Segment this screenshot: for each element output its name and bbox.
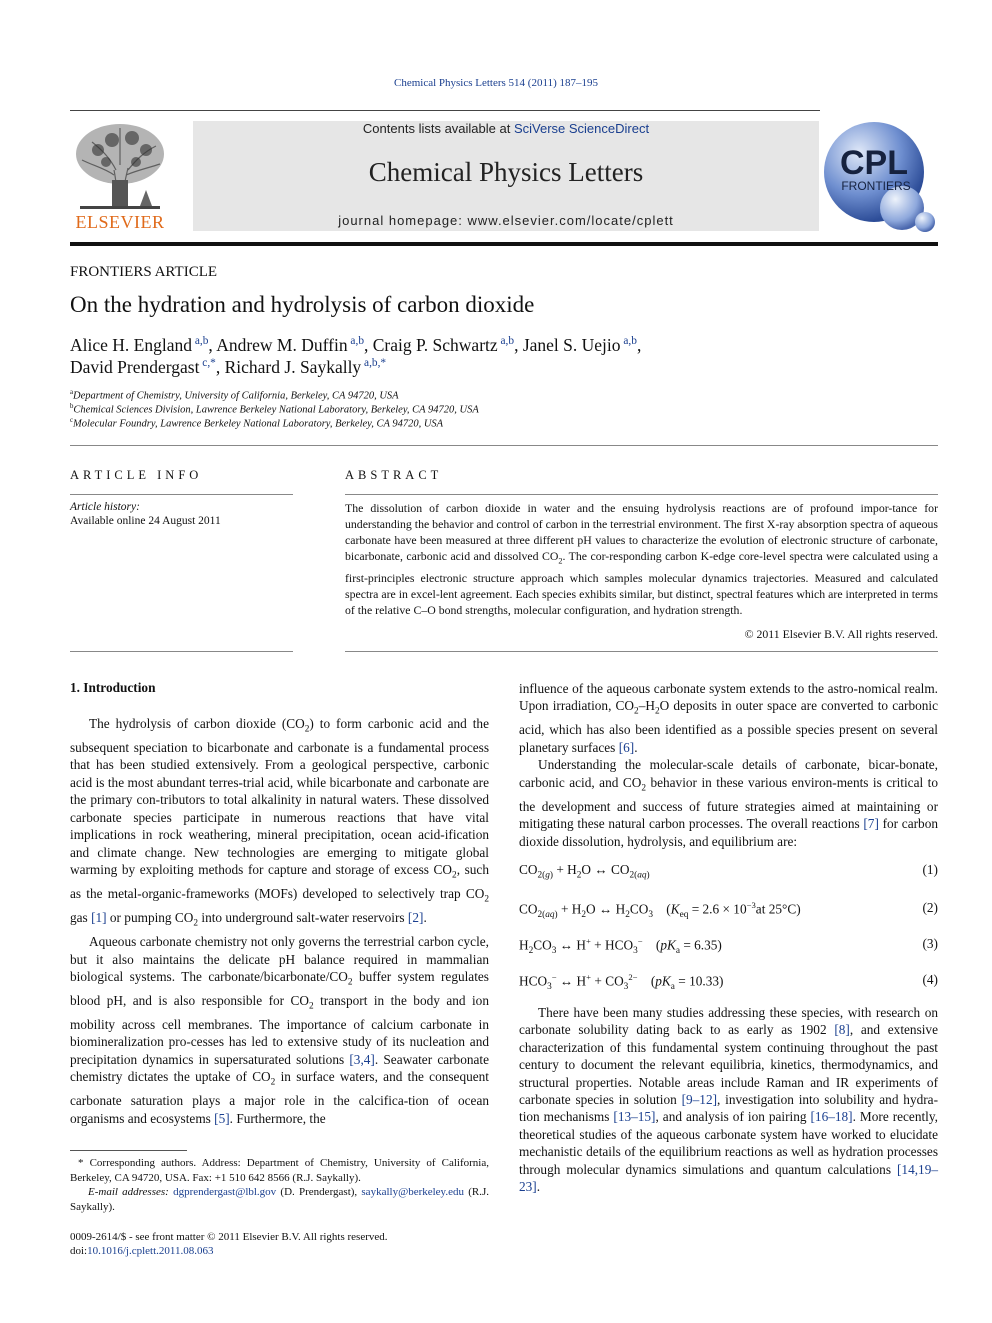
elsevier-wordmark: ELSEVIER (75, 212, 165, 232)
abstract-text: The dissolution of carbon dioxide in water and the ensuing hydrolysis reactions are of profound impor-tance for understanding the behavior and control of carbon in the terrestrial environment. The first X-ray absorption spectra of aqueous carbonate have been measured at three different pH values to characterize the evolution of electronic structure of carbonate, bicarbonate, carbonic acid and dissolved $CO_2$. The cor-responding carbon K-edge core-level spectra were calculated using a first-principles electronic structure approach which samples molecular dynamics trajectories. Measured and calculated spectra are in excel-lent agreement. Each species exhibits similar, but distinct, spectral features which are interpreted in terms of the relative C–O bond strengths, molecular configuration, and hydration strength. (345, 501, 938, 618)
equation-2: $CO_{2(aq)} + H_2O$ ↔ $H_2CO_3$ ($K_{eq} = 2.6 \times 10^{-3}at$ 25°C) (2) (519, 900, 938, 921)
author-separator: , (514, 335, 523, 355)
citation-link[interactable]: [13–15] (613, 1109, 656, 1125)
author-affiliation-marker[interactable]: a,b (191, 335, 209, 348)
divider (70, 494, 293, 495)
citation-link[interactable]: [3,4] (349, 1051, 375, 1067)
sciverse-link[interactable]: SciVerse ScienceDirect (513, 121, 650, 136)
email-link[interactable]: saykally@berkeley.edu (361, 1186, 464, 1199)
footnote (70, 1156, 489, 1214)
email-line: E-mail addresses: dgprendergast@lbl.gov (D. Prendergast), saykally@berkeley.edu (R.J. Saykally). (70, 1186, 490, 1213)
equation-number: (3) (922, 936, 938, 951)
article-history-label: Article history: (70, 501, 140, 513)
author-separator: , (215, 357, 225, 377)
citation-link[interactable]: [6] (618, 739, 635, 755)
section-heading: 1. Introduction (70, 680, 156, 695)
cpl-logo-subtext: FRONTIERS (841, 179, 911, 193)
author-list-line2 (70, 357, 386, 378)
author-affiliation-marker[interactable]: a,b (347, 335, 364, 348)
author-separator: , (636, 335, 642, 355)
article-info-heading: ARTICLE INFO (70, 468, 203, 482)
article-type: FRONTIERS ARTICLE (70, 264, 218, 280)
issn-line: 0009-2614/$ - see front matter © 2011 Elsevier B.V. All rights reserved. (70, 1231, 388, 1243)
author-separator: , (364, 335, 373, 355)
contents-line (193, 121, 819, 136)
contents-prefix: Contents lists available at (362, 121, 514, 136)
journal-citation[interactable]: Chemical Physics Letters 514 (2011) 187–195 (394, 77, 598, 89)
author-affiliation-marker[interactable]: c,* (199, 357, 216, 370)
equation-4: $HCO_3^-$ ↔ $H^+ + CO_3^{2-}$ $(pK_a = 10.33)$ (4) (519, 972, 938, 993)
abstract-copyright: © 2011 Elsevier B.V. All rights reserved. (744, 627, 938, 641)
intro-paragraph-4: Understanding the molecular-scale details of carbonate, bicar-bonate, carbonic acid, and $CO_2$ behavior in these various environ-ments is critical to the development and success of future strategies aimed at maintaining or mitigating these natural carbon processes. The overall reactions [7] for carbon dioxide dissolution, hydrolysis, and equilibrium are: (519, 757, 938, 849)
affiliation-b: $^b$Chemical Sciences Division, Lawrence Berkeley National Laboratory, Berkeley, CA 94720, USA (70, 403, 479, 416)
author-list-line1 (70, 335, 641, 356)
bottom-metadata (70, 1230, 388, 1259)
citation-link[interactable]: [5] (214, 1110, 230, 1126)
divider (345, 494, 938, 495)
affiliation-a: $^a$Department of Chemistry, University of California, Berkeley, CA 94720, USA (70, 389, 399, 402)
intro-paragraph-3: influence of the aqueous carbonate system extends to the astro-nomical realm. Upon irradiation, $CO_2-H_2O$ deposits in outer space are converted to carbonic acid, which has also been identified as a possible species present on several planetary surfaces [6]. (519, 681, 939, 755)
equation-number: (2) (922, 900, 938, 915)
divider (345, 651, 938, 652)
divider (70, 445, 938, 446)
author-affiliation-marker[interactable]: a,b,* (361, 357, 387, 370)
divider (70, 651, 293, 652)
citation-link[interactable]: [1] (91, 910, 107, 926)
author-name[interactable]: David Prendergast (70, 357, 200, 377)
author-name[interactable]: Richard J. Saykally (224, 357, 362, 377)
right-column-top (519, 680, 938, 850)
intro-paragraph-1: The hydrolysis of carbon dioxide $(CO_2)$ to form carbonic acid and the subsequent speciation to bicarbonate and carbonate is a fundamental process that has been studied extensively. From a geological perspective, carbonic acid is the most abundant terres-trial acid, while bicarbonate and carbonate are the primary con-tributors to total alkalinity in natural waters. These dissolved carbonate species participate in numerous reactions that have vital implications in rock weathering, mineral precipitation, ocean acid-ification and climate change. New technologies are emerging to mitigate global warming by exploiting methods for capture and storage of excess $CO_2$, such as the metal-organic-frameworks (MOFs) developed to selectively trap $CO_2$ gas [1] or pumping $CO_2$ into underground salt-water reservoirs [2]. (70, 716, 489, 929)
corresponding-author-note: * Corresponding authors. Address: Department of Chemistry, University of California, Berkeley, CA 94720, USA. Fax: +1 510 642 8566 (R.J. Saykally). (70, 1157, 489, 1184)
author-name[interactable]: Craig P. Schwartz (372, 335, 498, 355)
email-link[interactable]: dgprendergast@lbl.gov (173, 1186, 277, 1199)
citation-link[interactable]: [9–12] (681, 1092, 718, 1108)
citation-link[interactable]: [8] (834, 1022, 850, 1038)
intro-paragraph-5: There have been many studies addressing these species, with research on carbonate solubility dating back to as early as 1902 [8], and extensive characterization of this fundamental system continuing throughout the past century to document the relevant equilibria, kinetics, thermodynamics, and structural properties. Notable areas include Raman and IR experiments of carbonate species in solution [9–12], investigation into solubility and hydra-tion mechanisms [13–15], and analysis of ion pairing [16–18]. More recently, theoretical studies of the aqueous carbonate system have worked to elucidate mechanistic details of the equilibrium reactions as well as hydration processes through molecular dynamics simulations and quantum calculations [14,19–23]. (519, 1005, 938, 1195)
doi-link[interactable]: 10.1016/j.cplett.2011.08.063 (87, 1245, 214, 1258)
equation-3: $H_2CO_3$ ↔ $H^+ + HCO_3^-$ $(pK_a = 6.35)$ (3) (519, 936, 938, 957)
author-name[interactable]: Alice H. England (70, 335, 192, 355)
equation-number: (1) (922, 862, 938, 877)
cpl-logo-text: CPL (840, 144, 908, 182)
author-name[interactable]: Janel S. Uejio (522, 335, 621, 355)
author-separator: , (208, 335, 217, 355)
affiliation-c: $^c$Molecular Foundry, Lawrence Berkeley National Laboratory, Berkeley, CA 94720, USA (70, 417, 444, 430)
citation-link[interactable]: [7] (863, 816, 879, 832)
doi-line: doi:10.1016/j.cplett.2011.08.063 (70, 1245, 214, 1258)
intro-paragraph-2: Aqueous carbonate chemistry not only governs the terrestrial carbon cycle, but it also maintains the delicate pH balance required in mammalian biological systems. The carbonate/$bicarbonate/CO_2$ buffer system regulates blood pH, and is also responsible for $CO_2$ transport in the body and ion mobility across cell membranes. The importance of calcium carbonate in biomineralization pro-cesses has led to extensive study of its nucleation and precipitation dynamics in supersaturated solutions [3,4]. Seawater carbonate chemistry dictates the uptake of $CO_2$ in surface waters, and the consequent carbonate saturation plays a major role in the calcifica-tion of ocean organisms and ecosystems [5]. Furthermore, the (70, 934, 490, 1126)
abstract-heading: ABSTRACT (345, 468, 443, 482)
journal-homepage[interactable]: journal homepage: www.elsevier.com/locate/cplett (338, 213, 674, 228)
header-rule (70, 110, 820, 111)
citation-link[interactable]: [14,19–23] (519, 1161, 938, 1195)
equation-number: (4) (922, 972, 938, 987)
article-history-value: Available online 24 August 2011 (70, 515, 221, 527)
citation-link[interactable]: [2] (407, 910, 424, 926)
citation-link[interactable]: [16–18] (810, 1109, 853, 1125)
equation-1: $CO_{2(g)} + H_2O$ ↔ $CO_{2(aq)}$ (1) (519, 862, 938, 881)
author-name[interactable]: Andrew M. Duffin (216, 335, 348, 355)
header-thick-rule (70, 242, 938, 246)
author-affiliation-marker[interactable]: a,b (620, 335, 637, 348)
footnote-rule (70, 1150, 187, 1151)
journal-name: Chemical Physics Letters (368, 157, 644, 187)
author-affiliation-marker[interactable]: a,b (497, 335, 515, 348)
article-title: On the hydration and hydrolysis of carbon dioxide (70, 292, 535, 317)
left-column (70, 715, 489, 1127)
cpl-frontiers-logo (822, 118, 938, 234)
